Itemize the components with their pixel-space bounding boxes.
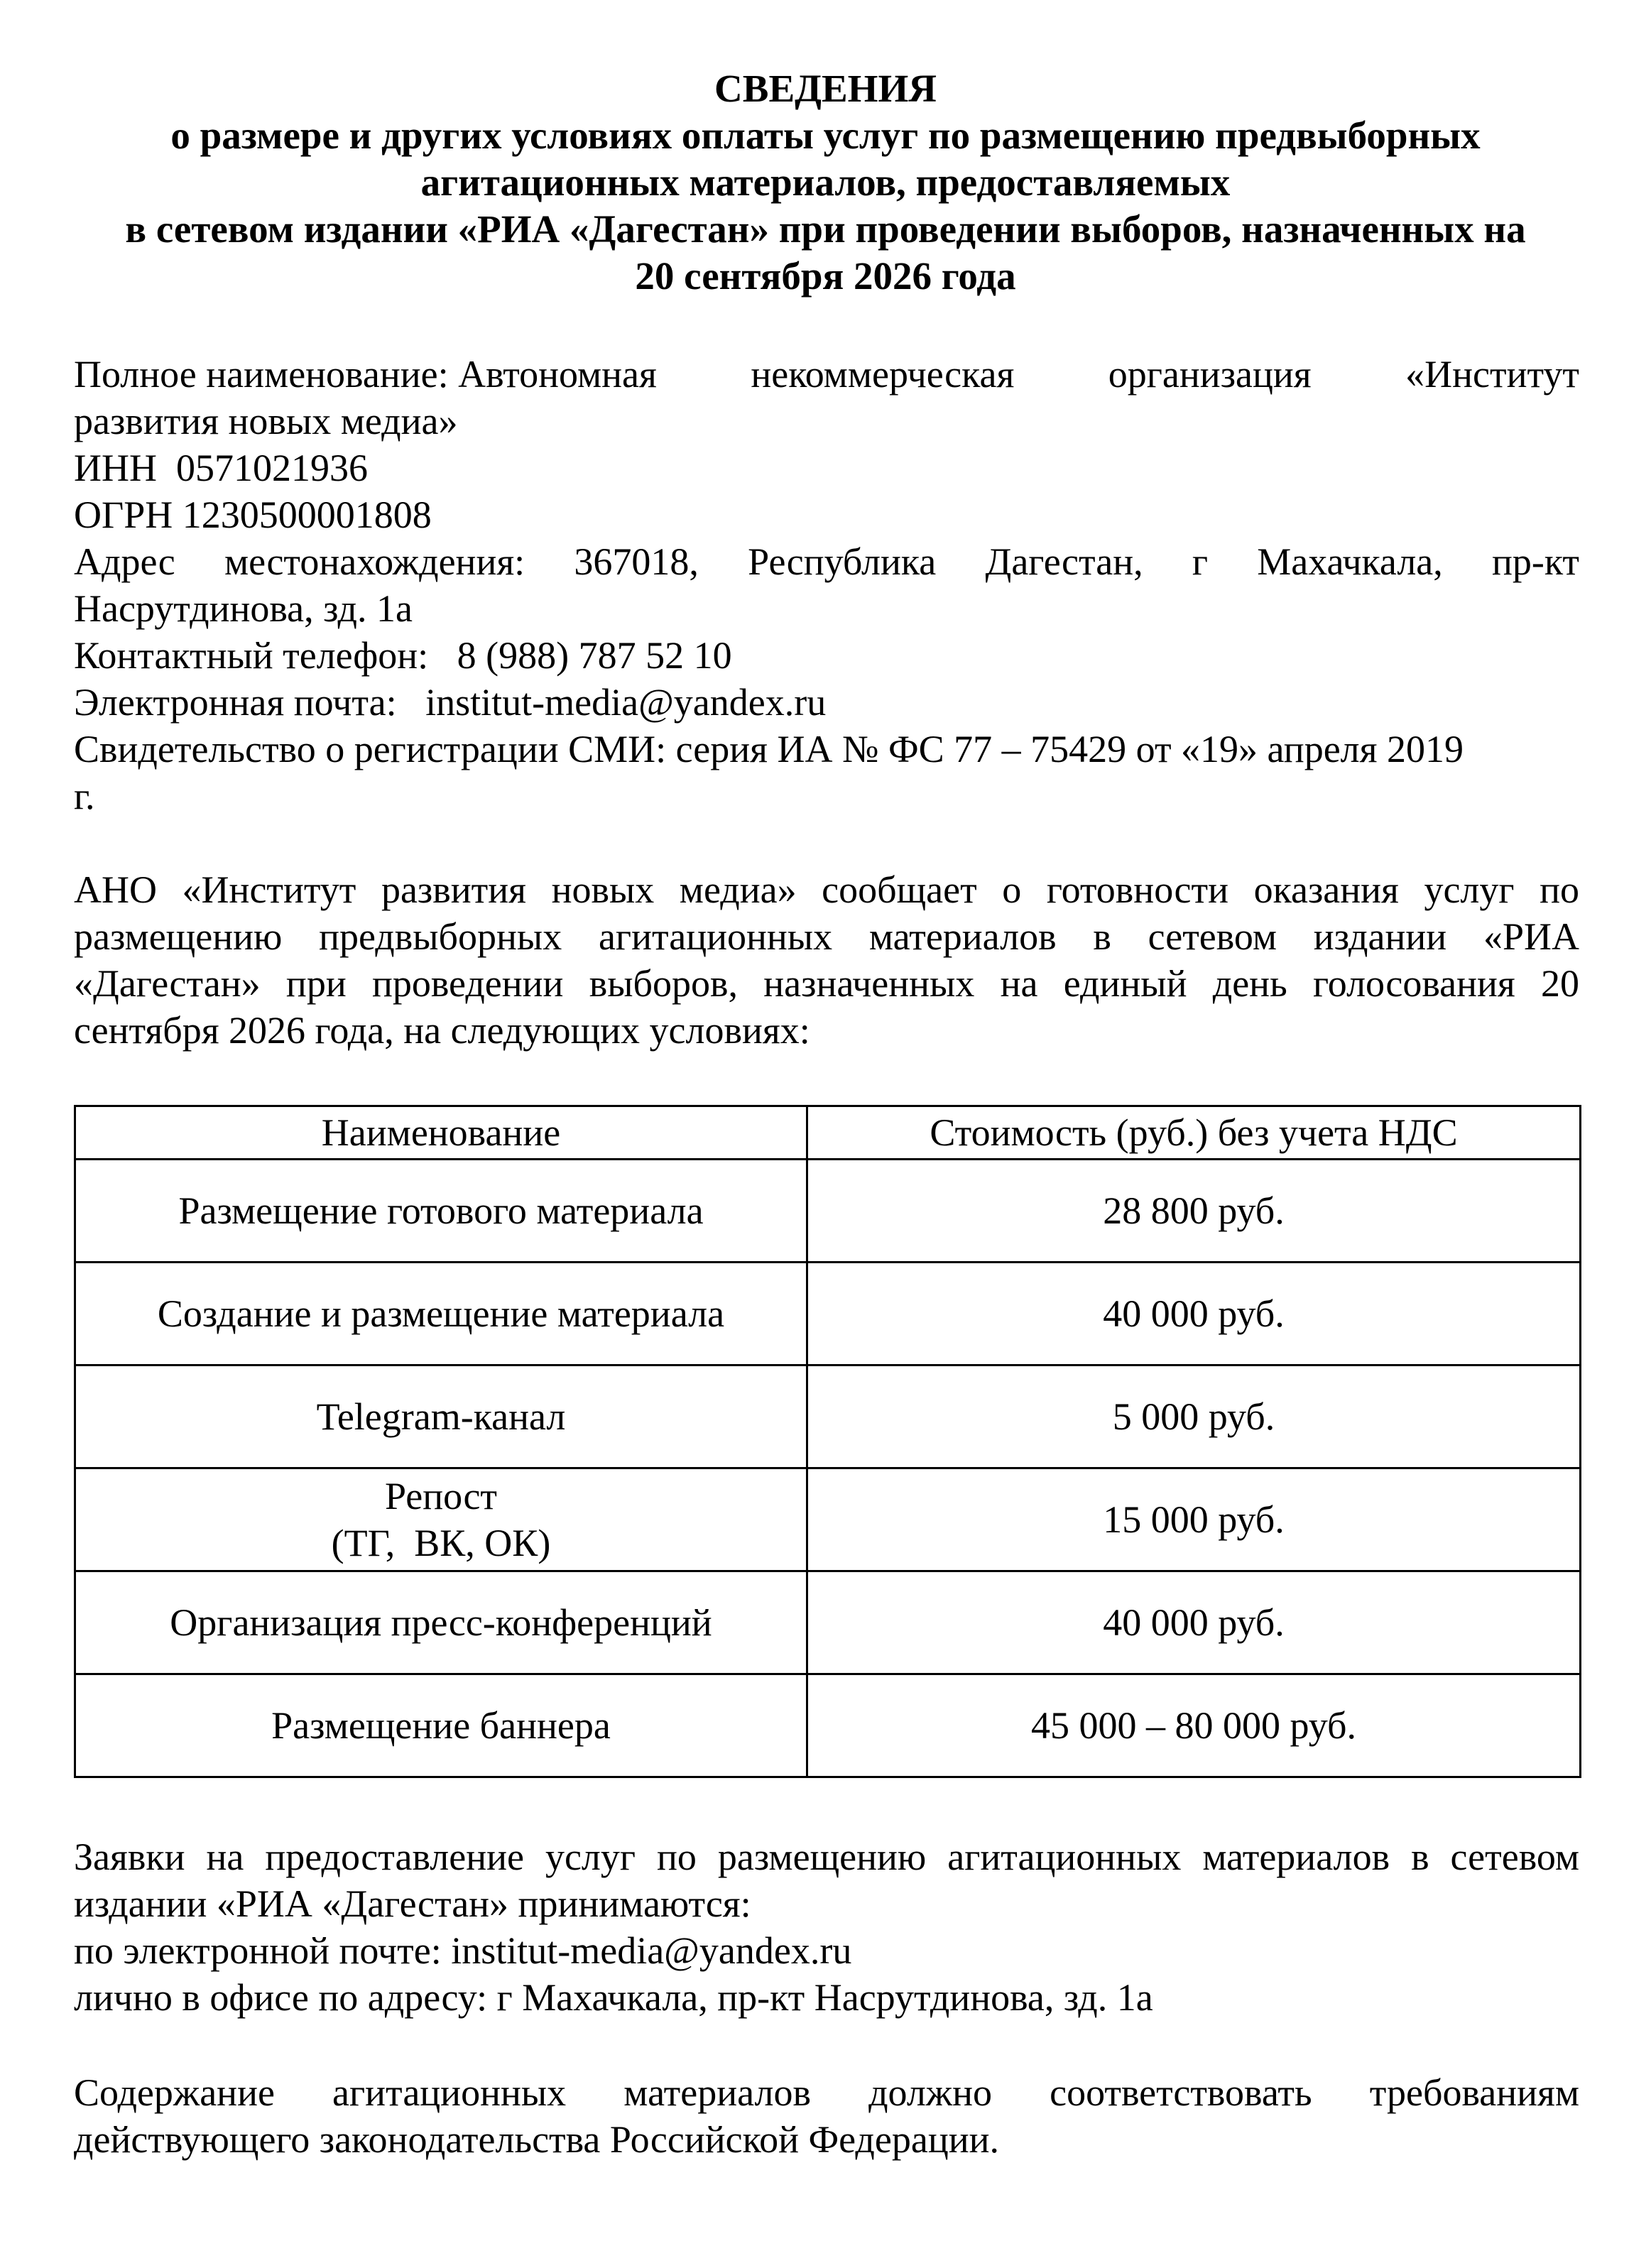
service-price: 15 000 руб. bbox=[807, 1468, 1581, 1571]
certificate-line-1: Свидетельство о регистрации СМИ: серия ИА № ФС 77 – 75429 от «19» апреля 2019 bbox=[74, 728, 1464, 770]
service-price: 28 800 руб. bbox=[807, 1160, 1581, 1263]
price-table bbox=[74, 1105, 1581, 1778]
service-name: Размещение готового материала bbox=[75, 1160, 807, 1263]
heading-line-1: о размере и других условиях оплаты услуг по размещению предвыборных bbox=[170, 114, 1481, 157]
address-word: Адрес bbox=[74, 540, 175, 583]
table-row bbox=[75, 1468, 1581, 1571]
service-name: Размещение баннера bbox=[75, 1674, 807, 1777]
address-word: 367018, bbox=[574, 540, 699, 583]
service-price: 5 000 руб. bbox=[807, 1365, 1581, 1468]
full-name-word: Полное наименование: Автономная bbox=[74, 353, 657, 396]
service-name-line-2: (ТГ, ВК, ОК) bbox=[331, 1522, 551, 1564]
address-word: местонахождения: bbox=[224, 540, 525, 583]
table-row bbox=[75, 1365, 1581, 1468]
column-header-name: Наименование bbox=[75, 1106, 807, 1160]
table-row bbox=[75, 1674, 1581, 1777]
table-header-row bbox=[75, 1106, 1581, 1160]
table-row bbox=[75, 1571, 1581, 1674]
address-word: Республика bbox=[748, 540, 937, 583]
footer-paragraph: Содержание агитационных материалов должно соответствовать требованиям действующего законодательства Российской Федерации. bbox=[74, 2071, 1579, 2161]
service-price: 40 000 руб. bbox=[807, 1571, 1581, 1674]
document-heading bbox=[71, 65, 1580, 300]
applications-in-person: лично в офисе по адресу: г Махачкала, пр-кт Насрутдинова, зд. 1а bbox=[74, 1976, 1153, 2019]
full-name-word: организация bbox=[1108, 353, 1312, 396]
organization-details bbox=[74, 351, 1579, 819]
service-price: 40 000 руб. bbox=[807, 1263, 1581, 1365]
service-price: 45 000 – 80 000 руб. bbox=[807, 1674, 1581, 1777]
applications-paragraph: Заявки на предоставление услуг по размещению агитационных материалов в сетевом издании «РИА «Дагестан» принимаются: bbox=[74, 1836, 1579, 1925]
inn: ИНН 0571021936 bbox=[74, 447, 368, 489]
ogrn: ОГРН 1230500001808 bbox=[74, 494, 432, 536]
applications-section bbox=[74, 1833, 1579, 2021]
address-line-2: Насрутдинова, зд. 1а bbox=[74, 587, 413, 630]
contact-email: Электронная почта: institut-media@yandex.ru bbox=[74, 681, 827, 724]
full-name-line-2: развития новых медиа» bbox=[74, 400, 458, 442]
heading-line-2: агитационных материалов, предоставляемых bbox=[420, 160, 1231, 204]
service-name bbox=[75, 1468, 807, 1571]
intro-paragraph: АНО «Институт развития новых медиа» сообщает о готовности оказания услуг по размещению предвыборных агитационных материалов в сетевом издании «РИА «Дагестан» при проведении выборов, назначенных на единый день голосования 20 сентября 2026 года, на следующих условиях: bbox=[74, 868, 1579, 1052]
table-row bbox=[75, 1263, 1581, 1365]
full-name-word: некоммерческая bbox=[751, 353, 1015, 396]
certificate-line-2: г. bbox=[74, 775, 95, 817]
full-name-word: «Институт bbox=[1405, 353, 1579, 396]
service-name-line-1: Репост bbox=[384, 1475, 498, 1517]
service-name: Организация пресс-конференций bbox=[75, 1571, 807, 1674]
address-word: пр-кт bbox=[1491, 540, 1579, 583]
heading-title: СВЕДЕНИЯ bbox=[714, 67, 937, 110]
service-name: Telegram-канал bbox=[75, 1365, 807, 1468]
address-line-1 bbox=[74, 538, 1579, 585]
service-name: Создание и размещение материала bbox=[75, 1263, 807, 1365]
address-word: Махачкала, bbox=[1257, 540, 1443, 583]
address-word: Дагестан, bbox=[985, 540, 1143, 583]
applications-by-email: по электронной почте: institut-media@yandex.ru bbox=[74, 1929, 852, 1972]
heading-line-4: 20 сентября 2026 года bbox=[635, 254, 1016, 298]
full-name-line-1 bbox=[74, 351, 1579, 398]
table-row bbox=[75, 1160, 1581, 1263]
column-header-price: Стоимость (руб.) без учета НДС bbox=[807, 1106, 1581, 1160]
address-word: г bbox=[1192, 540, 1209, 583]
contact-phone: Контактный телефон: 8 (988) 787 52 10 bbox=[74, 634, 732, 677]
heading-line-3: в сетевом издании «РИА «Дагестан» при проведении выборов, назначенных на bbox=[125, 207, 1526, 251]
